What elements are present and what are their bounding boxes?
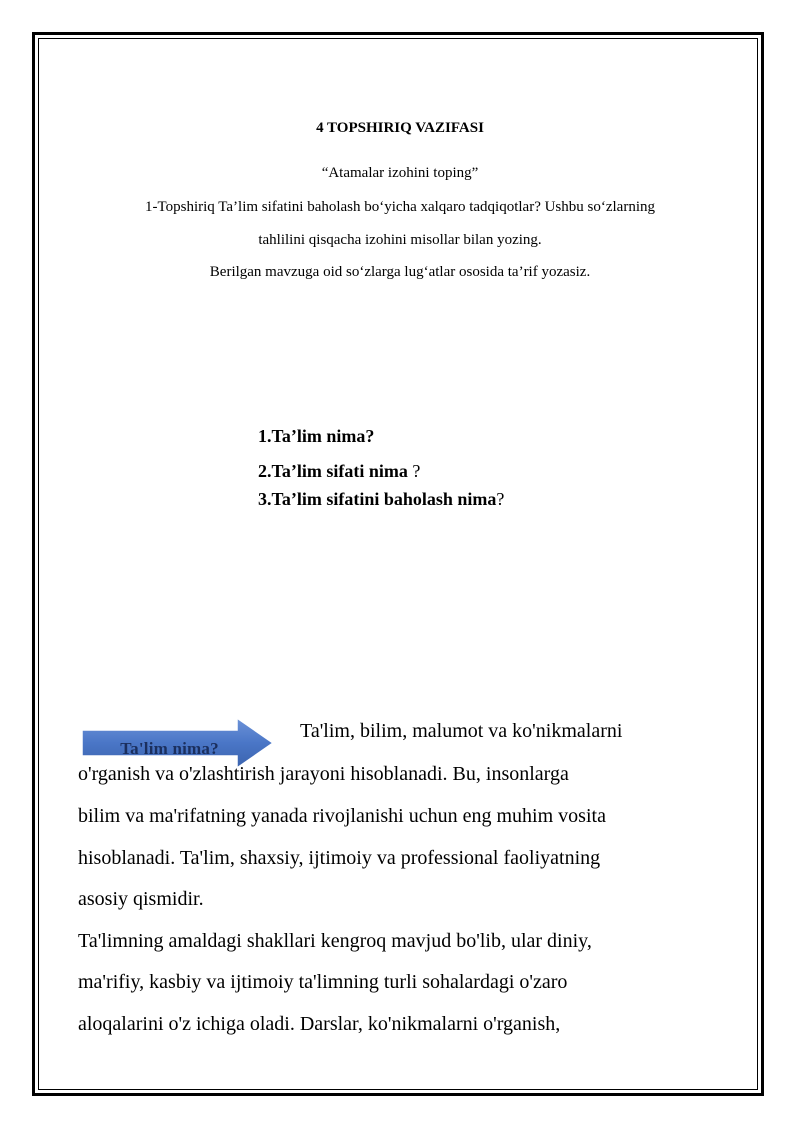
task-line-3: Berilgan mavzuga oid so‘zlarga lug‘atlar ososida ta’rif yozasiz. [209, 264, 591, 280]
task-line-2: tahlilini qisqacha izohini misollar bilan yozing. [258, 232, 542, 248]
body-line: asosiy qismidir. [78, 888, 204, 910]
body-line: Ta'lim, bilim, malumot va ko'nikmalarni [300, 720, 623, 742]
body-line: hisoblanadi. Ta'lim, shaxsiy, ijtimoiy va professional faoliyatning [78, 847, 601, 869]
document-subtitle: “Atamalar izohini toping” [321, 165, 479, 181]
body-line: Ta'limning amaldagi shakllari kengroq mavjud bo'lib, ular diniy, [78, 930, 592, 952]
body-line: o'rganish va o'zlashtirish jarayoni hisoblanadi. Bu, insonlarga [78, 763, 569, 785]
question-3: 3.Ta’lim sifatini baholash nima? [258, 489, 505, 509]
question-1: 1.Ta’lim nima? [258, 426, 375, 446]
body-line: aloqalarini o'z ichiga oladi. Darslar, ko'nikmalarni o'rganish, [78, 1013, 561, 1035]
arrow-label: Ta'lim nima? [120, 739, 219, 758]
document-title: 4 TOPSHIRIQ VAZIFASI [316, 120, 484, 136]
question-2: 2.Ta’lim sifati nima ? [258, 461, 421, 481]
task-line-1: 1-Topshiriq Ta’lim sifatini baholash bo‘yicha xalqaro tadqiqotlar? Ushbu so‘zlarning [145, 199, 655, 215]
body-line: ma'rifiy, kasbiy va ijtimoiy ta'limning turli sohalardagi o'zaro [78, 971, 568, 993]
body-line: bilim va ma'rifatning yanada rivojlanishi uchun eng muhim vosita [78, 805, 606, 827]
